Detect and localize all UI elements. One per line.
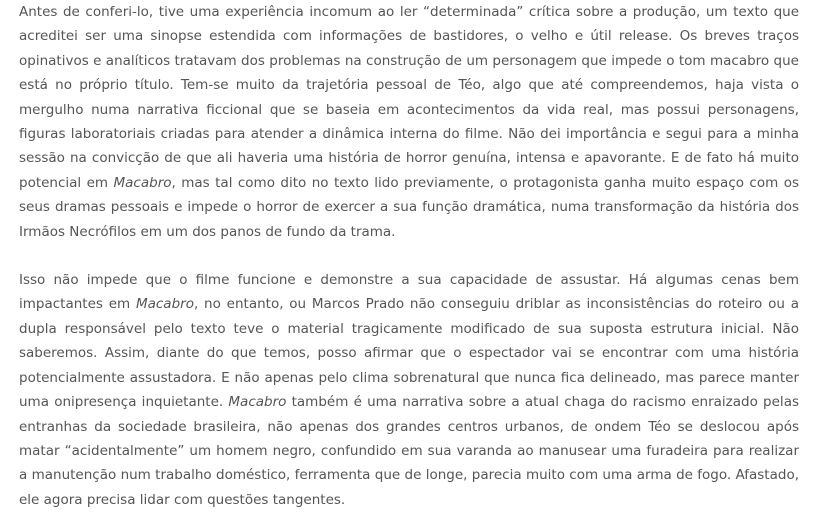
paragraph-1-text-2: , mas tal como dito no texto lido previamente, o protagonista ganha muito espaço com os seus dramas pessoais e impede o horror de exercer a sua função dramática, numa transformação da história dos Irmãos Necrófilos em um dos panos de fundo da trama. bbox=[19, 174, 799, 240]
paragraph-1 bbox=[19, 0, 799, 244]
film-title-italic: Macabro bbox=[135, 296, 194, 313]
paragraph-2-text-2: , no entanto, ou Marcos Prado não conseguiu driblar as inconsistências do roteiro ou a dupla responsável pelo texto teve o material tragicamente modificado de sua suposta estrutura inicial. Não saberemos. Assim, diante do que temos, posso afirmar que o espectador vai se encontrar com uma história potencialmente assustadora. E não apenas pelo clima sobrenatural que nunca fica delineado, mas parece manter uma onipresença inquietante. bbox=[19, 296, 799, 411]
article-body bbox=[19, 0, 799, 512]
paragraph-2-text-1: Isso não impede que o filme funcione e demonstre a sua capacidade de assustar. Há algumas cenas bem impactantes em bbox=[19, 272, 799, 313]
paragraph-2-text-3: também é uma narrativa sobre a atual chaga do racismo enraizado pelas entranhas da sociedade brasileira, não apenas dos grandes centros urbanos, de ondem Téo se deslocou após matar “acidentalmente” um homem negro, confundido em sua varanda ao manusear uma furadeira para realizar a manutenção num trabalho doméstico, ferramenta que de longe, parecia muito com uma arma de fogo. Afastado, ele agora precisa lidar com questões tangentes. bbox=[19, 394, 799, 508]
film-title-italic: Macabro bbox=[228, 394, 287, 411]
film-title-italic: Macabro bbox=[113, 174, 172, 191]
paragraph-1-text-1: Antes de conferi-lo, tive uma experiência incomum ao ler “determinada” crítica sobre a produção, um texto que acreditei ser uma sinopse estendida com informações de bastidores, o velho e útil release. Os breves traços opinativos e analíticos tratavam dos problemas na construção de um personagem que impede o tom macabro que está no próprio título. Tem-se muito da trajetória pessoal de Téo, algo que até compreendemos, haja vista o mergulho numa narrativa ficcional que se baseia em acontecimentos da vida real, mas possui personagens, figuras laboratoriais criadas para atender a dinâmica interna do filme. Não dei importância e segui para a minha sessão na convicção de que ali haveria uma história de horror genuína, intensa e apavorante. E de fato há muito potencial em bbox=[19, 4, 799, 191]
paragraph-2 bbox=[19, 268, 799, 512]
